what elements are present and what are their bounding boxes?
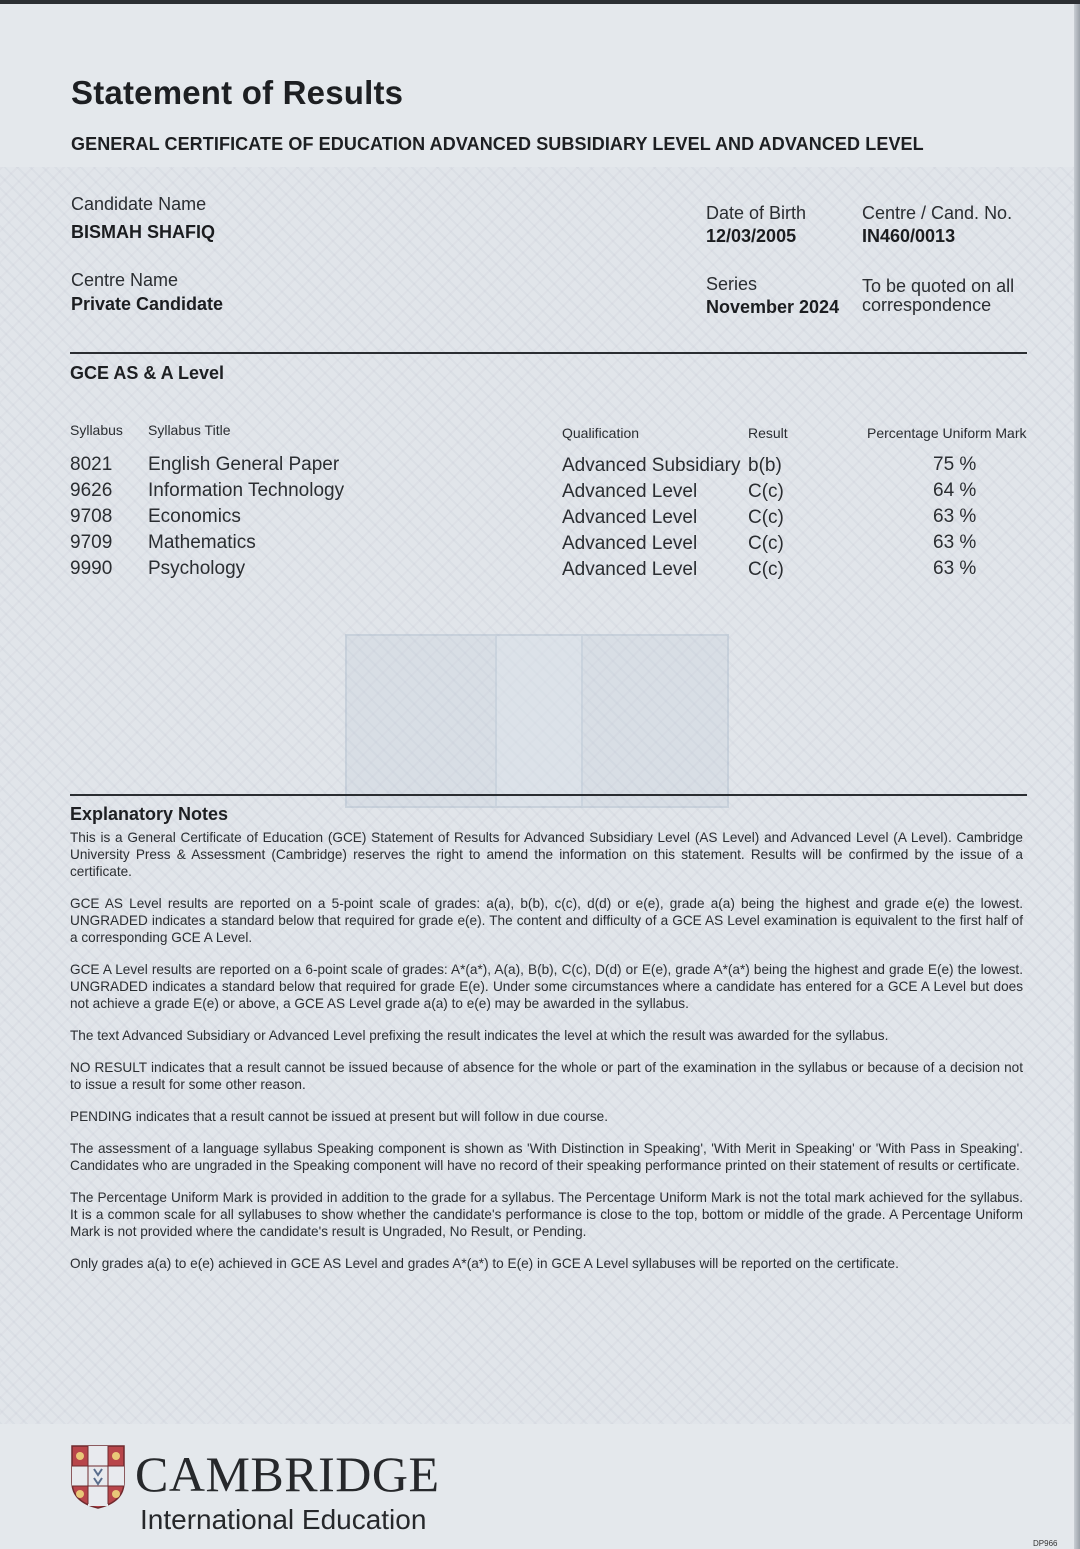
series-value: November 2024 (706, 297, 840, 317)
qualification: Advanced Level (562, 507, 698, 528)
centre-cand-label: Centre / Cand. No. (862, 203, 1013, 223)
qualification: Advanced Subsidiary (562, 455, 741, 476)
quote-note-line: To be quoted on all (862, 276, 1015, 296)
candidate-name-value: BISMAH SHAFIQ (71, 222, 215, 242)
result-grade: C(c) (748, 533, 784, 554)
syllabus-title: Psychology (148, 558, 246, 579)
notes-paragraph: The text Advanced Subsidiary or Advanced Level prefixing the result indicates the level at which the result was awarded for the syllabus. (70, 1028, 889, 1043)
centre-name-value: Private Candidate (71, 294, 224, 314)
notes-paragraph: GCE AS Level results are reported on a 5-point scale of grades: a(a), b(b), c(c), d(d) or e(e), grade a(a) being the highest and grade e(e) the lowest. UNGRADED indicates a standard below that required for grade e(e). The content and difficulty of a GCE AS Level examination is equivalent to the first half of a corresponding GCE A Level. (70, 896, 1023, 945)
quote-note-line: correspondence (862, 295, 992, 315)
table-row (70, 558, 1045, 584)
percentage-uniform-mark: 63 % (933, 532, 977, 553)
percentage-uniform-mark: 63 % (933, 506, 977, 527)
table-row (70, 532, 1045, 558)
divider (70, 794, 1027, 796)
syllabus-code: 9626 (70, 480, 113, 501)
notes-paragraph: The Percentage Uniform Mark is provided in addition to the grade for a syllabus. The Percentage Uniform Mark is not the total mark achieved for the syllabus. It is a common scale for all syllabuses to show whether the candidate's performance is close to the top, bottom or middle of the grade. A Percentage Uniform Mark is not provided where the candidate's result is Ungraded, No Result, or Pending. (70, 1190, 1023, 1239)
notes-paragraph: PENDING indicates that a result cannot be issued at present but will follow in due course. (70, 1109, 608, 1124)
column-header-pum: Percentage Uniform Mark (867, 425, 1027, 441)
column-header-syllabus: Syllabus (70, 422, 123, 438)
cambridge-crest-icon (70, 1444, 126, 1510)
centre-name-label: Centre Name (71, 270, 179, 290)
quote-note (862, 276, 1014, 316)
notes-paragraph: This is a General Certificate of Education (GCE) Statement of Results for Advanced Subsidiary Level (AS Level) and Advanced Level (A Level). Cambridge University Press & Assessment (Cambridge) reserves the right to amend the information on this statement. Results will be confirmed by the issue of a certificate. (70, 830, 1023, 879)
notes-paragraph: NO RESULT indicates that a result cannot be issued because of absence for the whole or part of the examination in the syllabus or because of a decision not to issue a result for some other reason. (70, 1060, 1023, 1092)
qualification: Advanced Level (562, 533, 698, 554)
page-edge (1074, 4, 1080, 1549)
candidate-name-label: Candidate Name (71, 194, 207, 214)
page-title: Statement of Results (71, 74, 404, 111)
column-header-qualification: Qualification (562, 425, 640, 441)
divider (70, 352, 1027, 354)
results-section-title: GCE AS & A Level (70, 363, 225, 383)
result-grade: C(c) (748, 481, 784, 502)
page-subtitle: GENERAL CERTIFICATE OF EDUCATION ADVANCED SUBSIDIARY LEVEL AND ADVANCED LEVEL (71, 134, 924, 154)
notes-paragraph: Only grades a(a) to e(e) achieved in GCE AS Level and grades A*(a*) to E(e) in GCE A Level syllabuses will be reported on the certificate. (70, 1256, 899, 1271)
cambridge-logo (70, 1444, 490, 1539)
result-grade: C(c) (748, 507, 784, 528)
qualification: Advanced Level (562, 481, 698, 502)
centre-cand-value: IN460/0013 (862, 226, 956, 246)
dob-label: Date of Birth (706, 203, 807, 223)
series-label: Series (706, 274, 758, 294)
result-grade: b(b) (748, 455, 782, 476)
document-code: DP966 (1033, 1539, 1058, 1548)
crest-watermark (345, 634, 729, 808)
syllabus-code: 8021 (70, 454, 113, 475)
table-row (70, 480, 1045, 506)
syllabus-title: Information Technology (148, 480, 345, 501)
notes-paragraph: The assessment of a language syllabus Speaking component is shown as 'With Distinction in Speaking', 'With Merit in Speaking' or 'With Pass in Speaking'. Candidates who are ungraded in the Speaking component will have no record of their speaking performance printed on their statement of results or certificate. (70, 1141, 1023, 1173)
table-row (70, 454, 1045, 480)
syllabus-code: 9708 (70, 506, 113, 527)
column-header-title: Syllabus Title (148, 422, 231, 438)
syllabus-code: 9990 (70, 558, 113, 579)
percentage-uniform-mark: 63 % (933, 558, 977, 579)
result-grade: C(c) (748, 559, 784, 580)
notes-paragraph: GCE A Level results are reported on a 6-point scale of grades: A*(a*), A(a), B(b), C(c), D(d) or E(e), grade A*(a*) being the highest and grade E(e) the lowest. UNGRADED indicates a standard below that required for grade E(e). Under some circumstances where a candidate has entered for a GCE A Level but does not achieve a grade E(e) or above, a GCE AS Level grade a(a) to e(e) may be awarded in the syllabus. (70, 962, 1023, 1011)
percentage-uniform-mark: 64 % (933, 480, 977, 501)
syllabus-title: Economics (148, 506, 241, 527)
syllabus-title: English General Paper (148, 454, 340, 475)
dob-value: 12/03/2005 (706, 226, 797, 246)
percentage-uniform-mark: 75 % (933, 454, 977, 475)
notes-heading: Explanatory Notes (70, 804, 229, 824)
table-row (70, 506, 1045, 532)
column-header-result: Result (748, 425, 788, 441)
explanatory-notes (70, 804, 1023, 1287)
logo-wordmark: CAMBRIDGE (135, 1446, 440, 1502)
logo-tagline: International Education (140, 1504, 427, 1535)
syllabus-code: 9709 (70, 532, 113, 553)
qualification: Advanced Level (562, 559, 698, 580)
syllabus-title: Mathematics (148, 532, 256, 553)
